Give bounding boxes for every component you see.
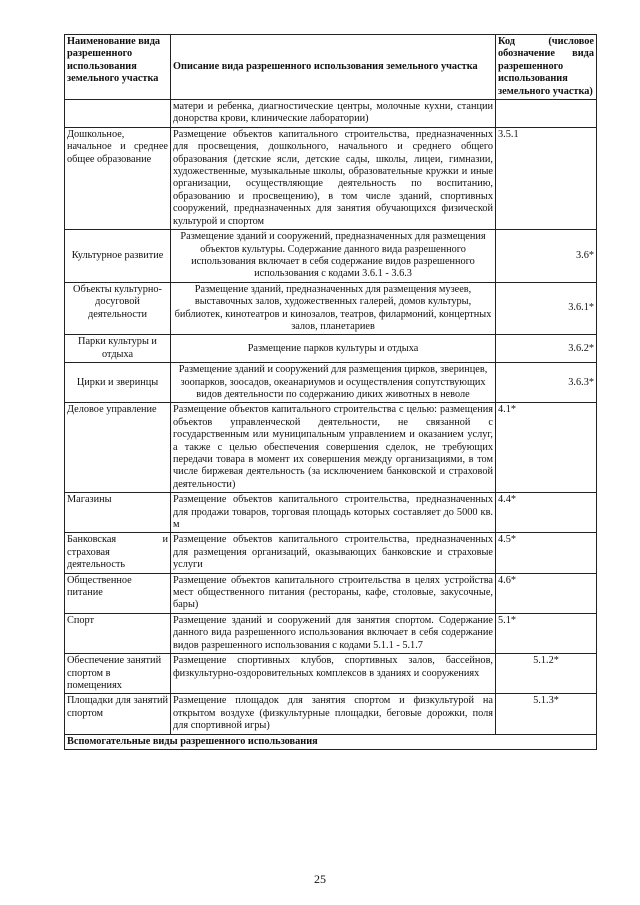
row-code: 3.5.1 (496, 127, 597, 229)
row-description: Размещение площадок для занятия спортом и физкультурой на открытом воздухе (физкультурные площадки, беговые дорожки, поля для спортивной игры) (171, 694, 496, 734)
table-row (65, 282, 597, 335)
table-row (65, 127, 597, 229)
row-description: Размещение объектов капитального строительства, предназначенных для размещения организаций, оказывающих банковские и страховые услуги (171, 533, 496, 573)
table-row (65, 100, 597, 128)
table-row (65, 573, 597, 613)
row-name: Площадки для занятий спортом (65, 694, 171, 734)
row-name: Банковская и страховая деятельность (65, 533, 171, 573)
row-code: 5.1* (496, 613, 597, 653)
row-name: Спорт (65, 613, 171, 653)
row-description: Размещение объектов капитального строительства, предназначенных для продажи товаров, торговая площадь которых составляет до 5000 кв. м (171, 493, 496, 533)
row-description: Размещение зданий и сооружений, предназначенных для размещения объектов культуры. Содержание данного вида разрешенного использования включает в себя содержание видов разрешенного использования с кодами 3.6.1 - 3.6.3 (171, 230, 496, 283)
row-code: 5.1.2* (496, 654, 597, 694)
row-code: 3.6.1* (496, 282, 597, 335)
row-name: Магазины (65, 493, 171, 533)
row-description: Размещение зданий и сооружений для размещения цирков, зверинцев, зоопарков, зоосадов, океанариумов и осуществления сопутствующих видов деятельности по содержанию диких животных в неволе (171, 363, 496, 403)
row-description: матери и ребенка, диагностические центры, молочные кухни, станции донорства крови, клинические лаборатории) (171, 100, 496, 128)
row-description: Размещение объектов капитального строительства с целью: размещения объектов управленческой деятельности, не связанной с государственным или муниципальным управлением и оказанием услуг, а также с целью обеспечения совершения сделок, не требующих передачи товара в момент их совершения между организациями, в том числе биржевая деятельность (за исключением банковской и страховой деятельности) (171, 403, 496, 493)
row-code: 4.4* (496, 493, 597, 533)
row-code (496, 100, 597, 128)
row-code: 3.6.2* (496, 335, 597, 363)
header-code: Код (числовое обозначение вида разрешенного использования земельного участка) (496, 35, 597, 100)
row-name: Культурное развитие (65, 230, 171, 283)
table-row (65, 493, 597, 533)
table-row (65, 363, 597, 403)
row-name: Дошкольное, начальное и среднее общее образование (65, 127, 171, 229)
row-code: 4.1* (496, 403, 597, 493)
auxiliary-uses-heading: Вспомогательные виды разрешенного использования (65, 734, 597, 749)
row-description: Размещение зданий, предназначенных для размещения музеев, выставочных залов, художественных галерей, домов культуры, библиотек, кинотеатров и кинозалов, театров, филармоний, концертных залов, планетариев (171, 282, 496, 335)
row-description: Размещение объектов капитального строительства, предназначенных для просвещения, дошкольного, начального и среднего общего образования (детские ясли, детские сады, школы, лицеи, гимназии, художественные, музыкальные школы, образовательные кружки и иные организации, осуществляющие деятельность по воспитанию, образованию и просвещению), в том числе зданий, спортивных сооружений, предназначенных для занятия обучающихся физической культурой и спортом (171, 127, 496, 229)
row-name: Деловое управление (65, 403, 171, 493)
table-row (65, 533, 597, 573)
table-row (65, 694, 597, 734)
table-row (65, 613, 597, 653)
table-header-row (65, 35, 597, 100)
land-use-table (64, 34, 597, 750)
row-description: Размещение зданий и сооружений для занятия спортом. Содержание данного вида разрешенного использования включает в себя содержание видов разрешенного использования с кодами 5.1.1 - 5.1.7 (171, 613, 496, 653)
header-description: Описание вида разрешенного использования земельного участка (171, 35, 496, 100)
row-name: Парки культуры и отдыха (65, 335, 171, 363)
row-name: Обеспечение занятий спортом в помещениях (65, 654, 171, 694)
table-row (65, 335, 597, 363)
row-description: Размещение спортивных клубов, спортивных залов, бассейнов, физкультурно-оздоровительных комплексов в зданиях и сооружениях (171, 654, 496, 694)
page-number: 25 (314, 872, 326, 886)
row-code: 5.1.3* (496, 694, 597, 734)
row-code: 3.6* (496, 230, 597, 283)
header-name: Наименование вида разрешенного использования земельного участка (65, 35, 171, 100)
row-name: Цирки и зверинцы (65, 363, 171, 403)
row-name: Объекты культурно-досуговой деятельности (65, 282, 171, 335)
table-row (65, 230, 597, 283)
row-name: Общественное питание (65, 573, 171, 613)
row-name (65, 100, 171, 128)
row-code: 4.6* (496, 573, 597, 613)
row-description: Размещение объектов капитального строительства в целях устройства мест общественного питания (рестораны, кафе, столовые, закусочные, бары) (171, 573, 496, 613)
row-code: 4.5* (496, 533, 597, 573)
row-description: Размещение парков культуры и отдыха (171, 335, 496, 363)
table-row (65, 403, 597, 493)
table-row (65, 654, 597, 694)
row-code: 3.6.3* (496, 363, 597, 403)
table-section-row (65, 734, 597, 749)
